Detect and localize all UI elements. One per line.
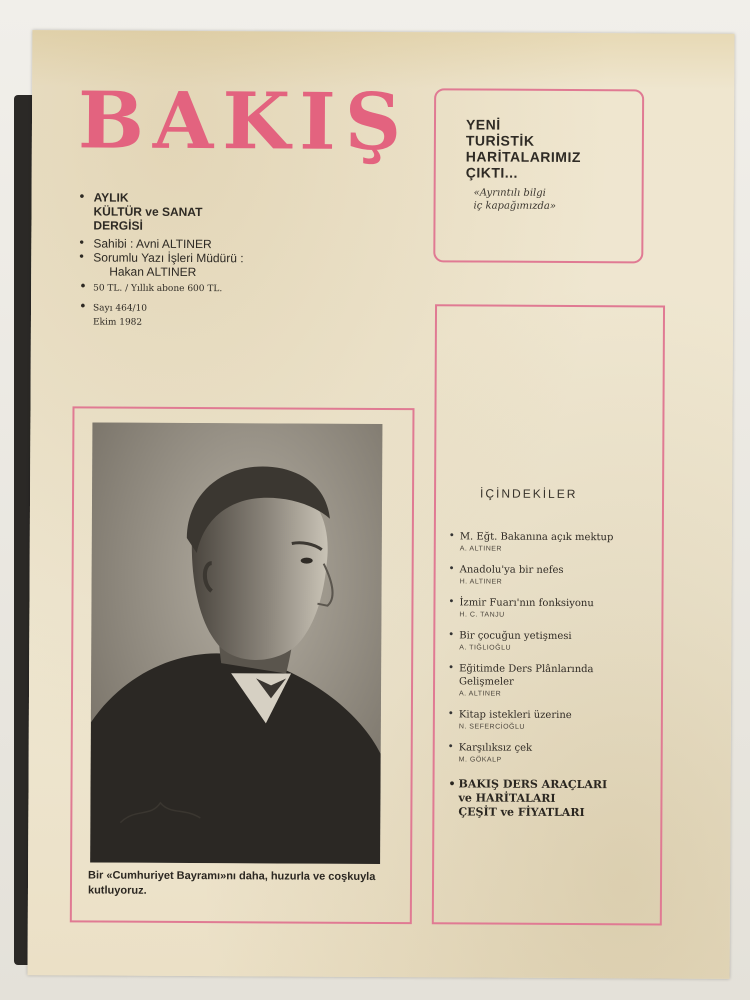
entry-author: A. ALTINER (458, 690, 502, 698)
info-editor-label: • Sorumlu Yazı İşleri Müdürü : (79, 250, 243, 265)
tourist-maps-headline (466, 116, 581, 181)
final-line: ÇEŞİT ve FİYATLARI (458, 805, 585, 820)
entry-title: • M. Eğt. Bakanına açık mektup (459, 531, 614, 544)
info-type-line: DERGİSİ (93, 218, 143, 233)
portrait-photo (90, 422, 382, 864)
contents-final-item (448, 777, 658, 820)
entry-title: • Bir çocuğun yetişmesi (459, 630, 572, 642)
entry-author: N. SEFERCİOĞLU (458, 723, 525, 731)
contents-entry (449, 708, 659, 731)
tourist-note-line: iç kapağımızda» (473, 200, 556, 212)
contents-list (448, 530, 660, 820)
final-line: • BAKIŞ DERS ARAÇLARI (458, 777, 608, 792)
info-editor-name: Hakan ALTINER (109, 264, 197, 280)
entry-title: • Anadolu'ya bir nefes (459, 564, 564, 576)
contents-entry (449, 662, 659, 698)
entry-title: • Karşılıksız çek (458, 742, 533, 754)
info-type-line: KÜLTÜR ve SANAT (93, 204, 203, 220)
tourist-note-line: «Ayrıntılı bilgi (473, 187, 546, 199)
tourist-line: YENİ (465, 116, 501, 133)
info-price: • 50 TL. / Yıllık abone 600 TL. (79, 281, 243, 296)
publication-info (79, 190, 244, 330)
info-type-line: • AYLIK (80, 190, 244, 205)
contents-box (432, 304, 665, 925)
tourist-line: ÇIKTI... (465, 164, 519, 181)
contents-entry (450, 530, 660, 553)
entry-author: H. ALTINER (459, 578, 503, 586)
tourist-maps-note (474, 186, 557, 212)
portrait-caption: Bir «Cumhuriyet Bayramı»nı daha, huzurla ve coşkuyla kutluyoruz. (87, 869, 376, 897)
contents-entry (449, 629, 659, 652)
entry-author: A. ALTINER (459, 545, 503, 553)
tourist-maps-box (433, 88, 644, 263)
final-line: ve HARİTALARI (458, 791, 556, 805)
entry-author: M. GÖKALP (458, 756, 502, 764)
tourist-line: TURİSTİK (465, 132, 535, 149)
magazine-cover (28, 30, 735, 979)
contents-entry (449, 596, 659, 619)
info-issue: • Sayı 464/10 (79, 301, 243, 316)
masthead-title: BAKIŞ (77, 75, 411, 169)
entry-title: • Kitap istekleri üzerine (458, 709, 572, 722)
portrait-illustration (90, 422, 382, 864)
info-owner: • Sahibi : Avni ALTINER (79, 236, 243, 251)
portrait-box (70, 406, 415, 924)
info-date: Ekim 1982 (92, 317, 143, 328)
entry-author: A. TIĞLIOĞLU (459, 644, 512, 652)
entry-title: • İzmir Fuarı'nın fonksiyonu (459, 597, 594, 610)
contents-entry (449, 741, 659, 764)
entry-author: H. C. TANJU (459, 611, 505, 619)
tourist-line: HARİTALARIMIZ (465, 148, 581, 166)
entry-title: • Eğitimde Ders Plânlarında Gelişmeler (459, 663, 594, 688)
contents-heading: İÇİNDEKİLER (480, 486, 578, 502)
contents-entry (450, 563, 660, 586)
